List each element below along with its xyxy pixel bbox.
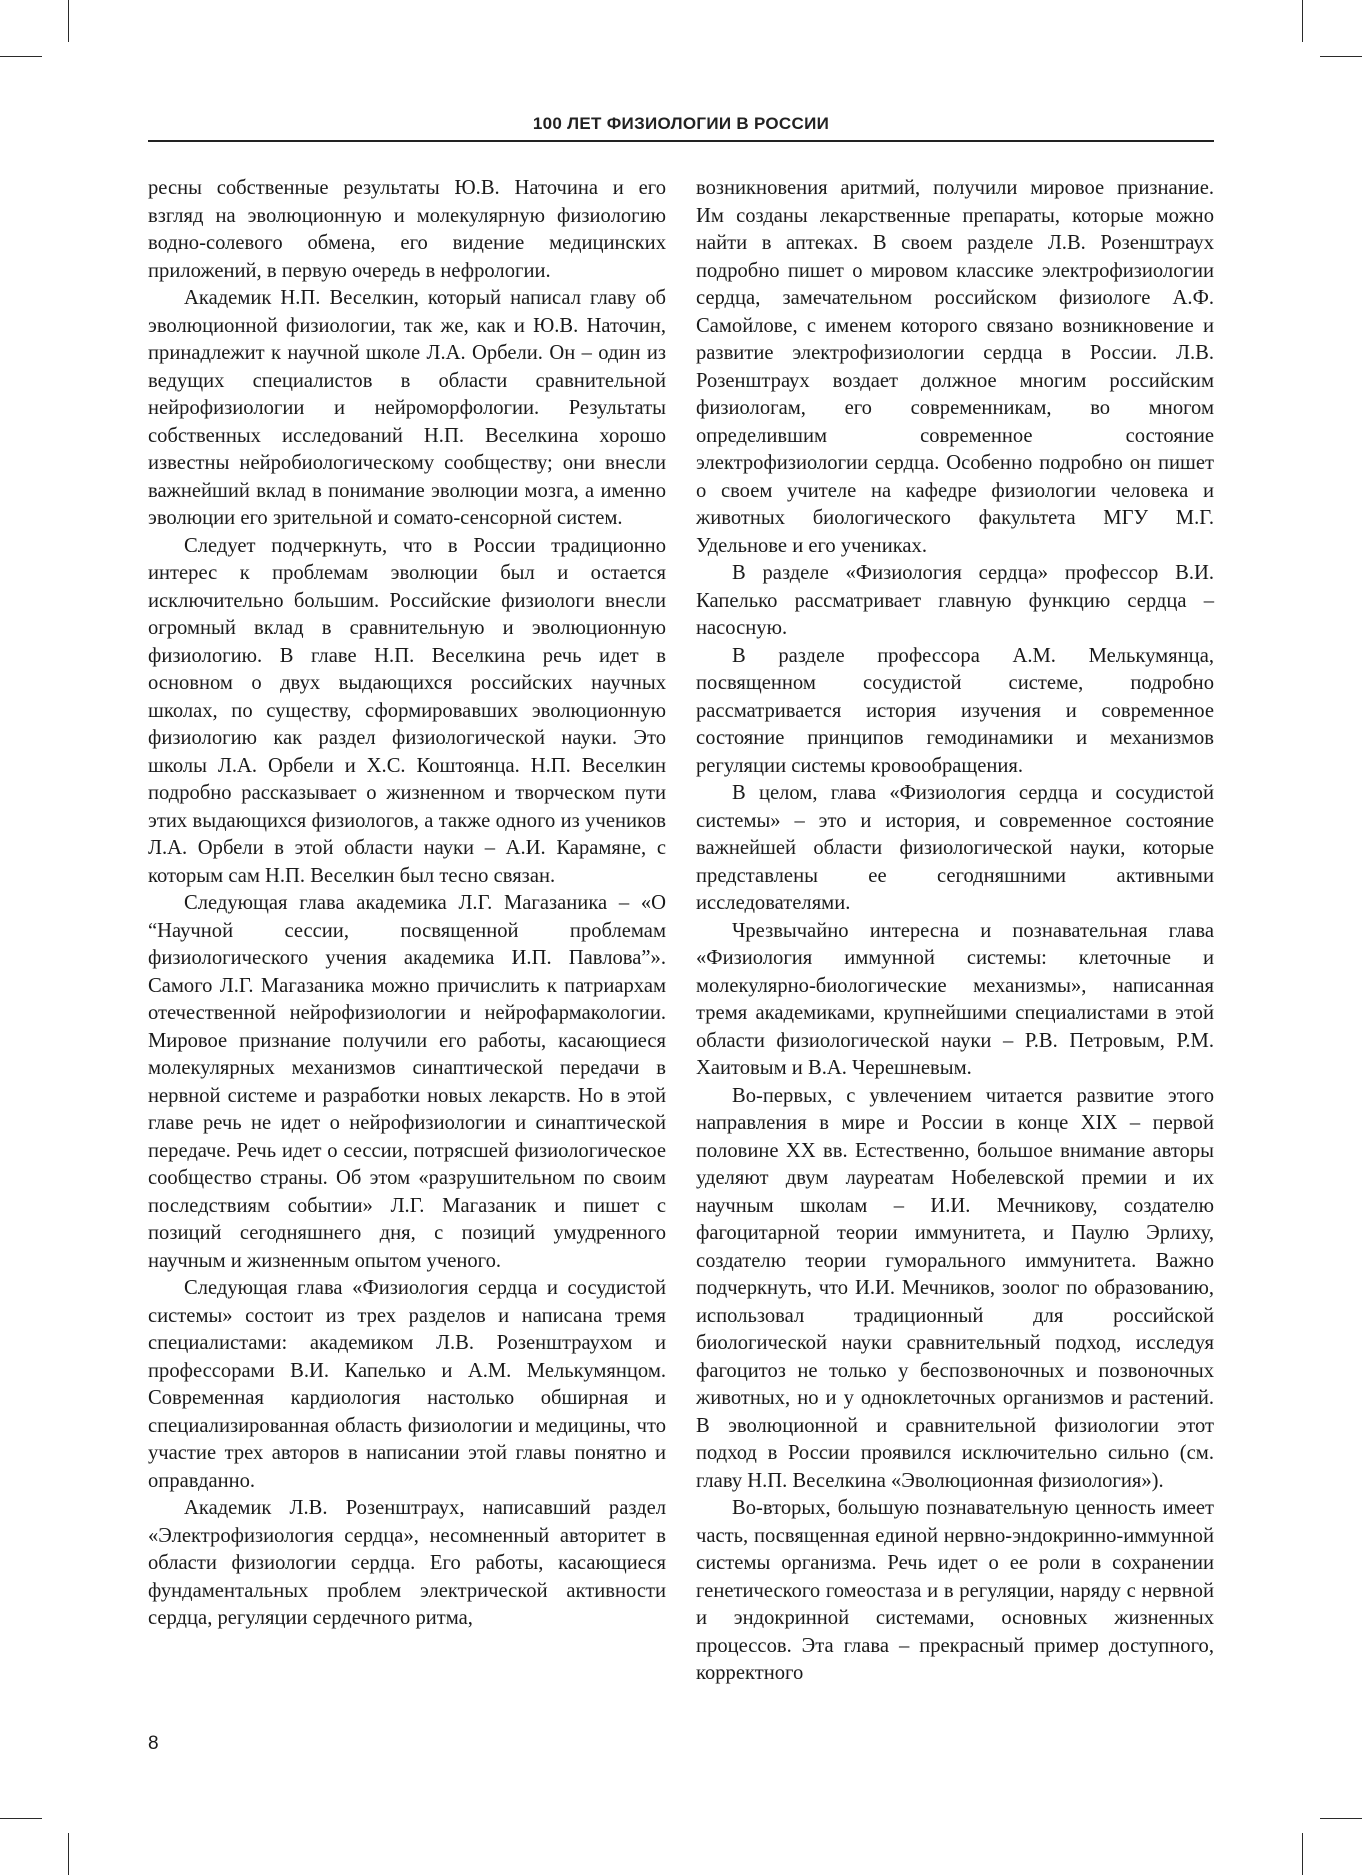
paragraph: Академик Н.П. Веселкин, который написал главу об эволюционной физиологии, так же, как и Ю.В. Наточин, принадлежит к научной школе Л.А. Орбели. Он – один из ведущих специалистов в области сравнительной нейрофизиологии и нейроморфологии. Результаты собственных исследований Н.П. Веселкина хорошо известны нейробиологическому сообществу; они внесли важнейший вклад в понимание эволюции мозга, а именно эволюции его зрительной и сомато-сенсорной систем.	[148, 287, 666, 529]
paragraph: Академик Л.В. Розенштраух, написавший раздел «Электрофизиология сердца», несомненный авторитет в области физиологии сердца. Его работы, касающиеся фундаментальных проблем электрической активности сердца, регуляции сердечного ритма,	[148, 1497, 666, 1629]
paragraph: Следующая глава «Физиология сердца и сосудистой системы» состоит из трех разделов и написана тремя специалистами: академиком Л.В. Розенштраухом и профессорами В.И. Капелько и А.М. Мелькумянцом. Современная кардиология настолько обширная и специализированная область физиологии и медицины, что участие трех авторов в написании этой главы понятно и оправданно.	[148, 1277, 666, 1492]
running-head: 100 ЛЕТ ФИЗИОЛОГИИ В РОССИИ	[532, 114, 830, 133]
paragraph: Следующая глава академика Л.Г. Магазаника – «О “Научной сессии, посвященной проблемам физиологического учения академика И.П. Павлова”». Самого Л.Г. Магазаника можно причислить к патриархам отечественной нейрофизиологии и нейрофармакологии. Мировое признание получили его работы, касающиеся молекулярных механизмов синаптической передачи в нервной системе и разработки новых лекарств. Но в этой главе речь не идет о нейрофизиологии и синаптической передаче. Речь идет о сессии, потрясшей физиологическое сообщество страны. Об этом «разрушительном по своим последствиям событии» Л.Г. Магазаник и пишет с позиций сегодняшнего дня, с позиций умудренного научным и жизненным опытом ученого.	[148, 892, 666, 1272]
crop-mark	[1302, 0, 1303, 42]
right-column	[696, 175, 1214, 1745]
left-column	[148, 175, 666, 1745]
crop-mark	[1320, 1818, 1362, 1819]
paragraph: Следует подчеркнуть, что в России традиционно интерес к проблемам эволюции был и остается исключительно большим. Российские физиологи внесли огромный вклад в сравнительную и эволюционную физиологию. В главе Н.П. Веселкина речь идет в основном о двух выдающихся российских научных школах, по существу, сформировавших эволюционную физиологию как раздел физиологической науки. Это школы Л.А. Орбели и Х.С. Коштоянца. Н.П. Веселкин подробно рассказывает о жизненном и творческом пути этих выдающихся физиологов, а также одного из учеников Л.А. Орбели в этой области науки – А.И. Карамяне, с которым сам Н.П. Веселкин был тесно связан.	[148, 534, 666, 887]
crop-mark	[1302, 1833, 1303, 1875]
paragraph: Во-первых, с увлечением читается развитие этого направления в мире и России в конце XIX – первой половине XX вв. Естественно, большое внимание авторы уделяют двум лауреатам Нобелевской премии и их научным школам – И.И. Мечникову, создателю фагоцитарной теории иммунитета, и Паулю Эрлиху, создателю теории гуморального иммунитета. Важно подчеркнуть, что И.И. Мечников, зоолог по образованию, использовал традиционный для российской биологической науки сравнительный подход, исследуя фагоцитоз не только у беспозвоночных и позвоночных животных, но и у одноклеточных организмов и растений. В эволюционной и сравнительной физиологии этот подход в России проявился исключительно сильно (см. главу Н.П. Веселкина «Эволюционная физиология»).	[696, 1084, 1214, 1492]
paragraph: В разделе «Физиология сердца» профессор В.И. Капелько рассматривает главную функцию сердца – насосную.	[696, 562, 1214, 639]
crop-mark	[0, 1818, 42, 1819]
crop-mark	[68, 1833, 69, 1875]
paragraph: Чрезвычайно интересна и познавательная глава «Физиология иммунной системы: клеточные и молекулярно-биологические механизмы», написанная тремя академиками, крупнейшими специалистами в этой области физиологической науки – Р.В. Петровым, Р.М. Хаитовым и В.А. Черешневым.	[696, 919, 1214, 1079]
paragraph: ресны собственные результаты Ю.В. Наточина и его взгляд на эволюционную и молекулярную физиологию водно-солевого обмена, его видение медицинских приложений, в первую очередь в нефрологии.	[148, 177, 666, 282]
page-number: 8	[148, 1733, 159, 1754]
header-rule	[148, 140, 1214, 142]
crop-mark	[68, 0, 69, 42]
paragraph: возникновения аритмий, получили мировое признание. Им созданы лекарственные препараты, которые можно найти в аптеках. В своем разделе Л.В. Розенштраух подробно пишет о мировом классике электрофизиологии сердца, замечательном российском физиологе А.Ф. Самойлове, с именем которого связано возникновение и развитие электрофизиологии сердца в России. Л.В. Розенштраух воздает должное многим российским физиологам, его современникам, во многом определившим современное состояние электрофизиологии сердца. Особенно подробно он пишет о своем учителе на кафедре физиологии человека и животных биологического факультета МГУ М.Г. Удельнове и его учениках.	[696, 177, 1214, 557]
crop-mark	[0, 56, 42, 57]
paragraph: В целом, глава «Физиология сердца и сосудистой системы» – это и история, и современное состояние важнейшей области физиологической науки, которые представлены ее сегодняшними активными исследователями.	[696, 782, 1214, 914]
paragraph: Во-вторых, большую познавательную ценность имеет часть, посвященная единой нервно-эндокринно-иммунной системы организма. Речь идет о ее роли в сохранении генетического гомеостаза и в регуляции, наряду с нервной и эндокринной системами, основных жизненных процессов. Эта глава – прекрасный пример доступного, корректного	[696, 1497, 1214, 1684]
crop-mark	[1320, 56, 1362, 57]
paragraph: В разделе профессора А.М. Мелькумянца, посвященном сосудистой системе, подробно рассматривается история изучения и современное состояние принципов гемодинамики и механизмов регуляции системы кровообращения.	[696, 644, 1214, 777]
